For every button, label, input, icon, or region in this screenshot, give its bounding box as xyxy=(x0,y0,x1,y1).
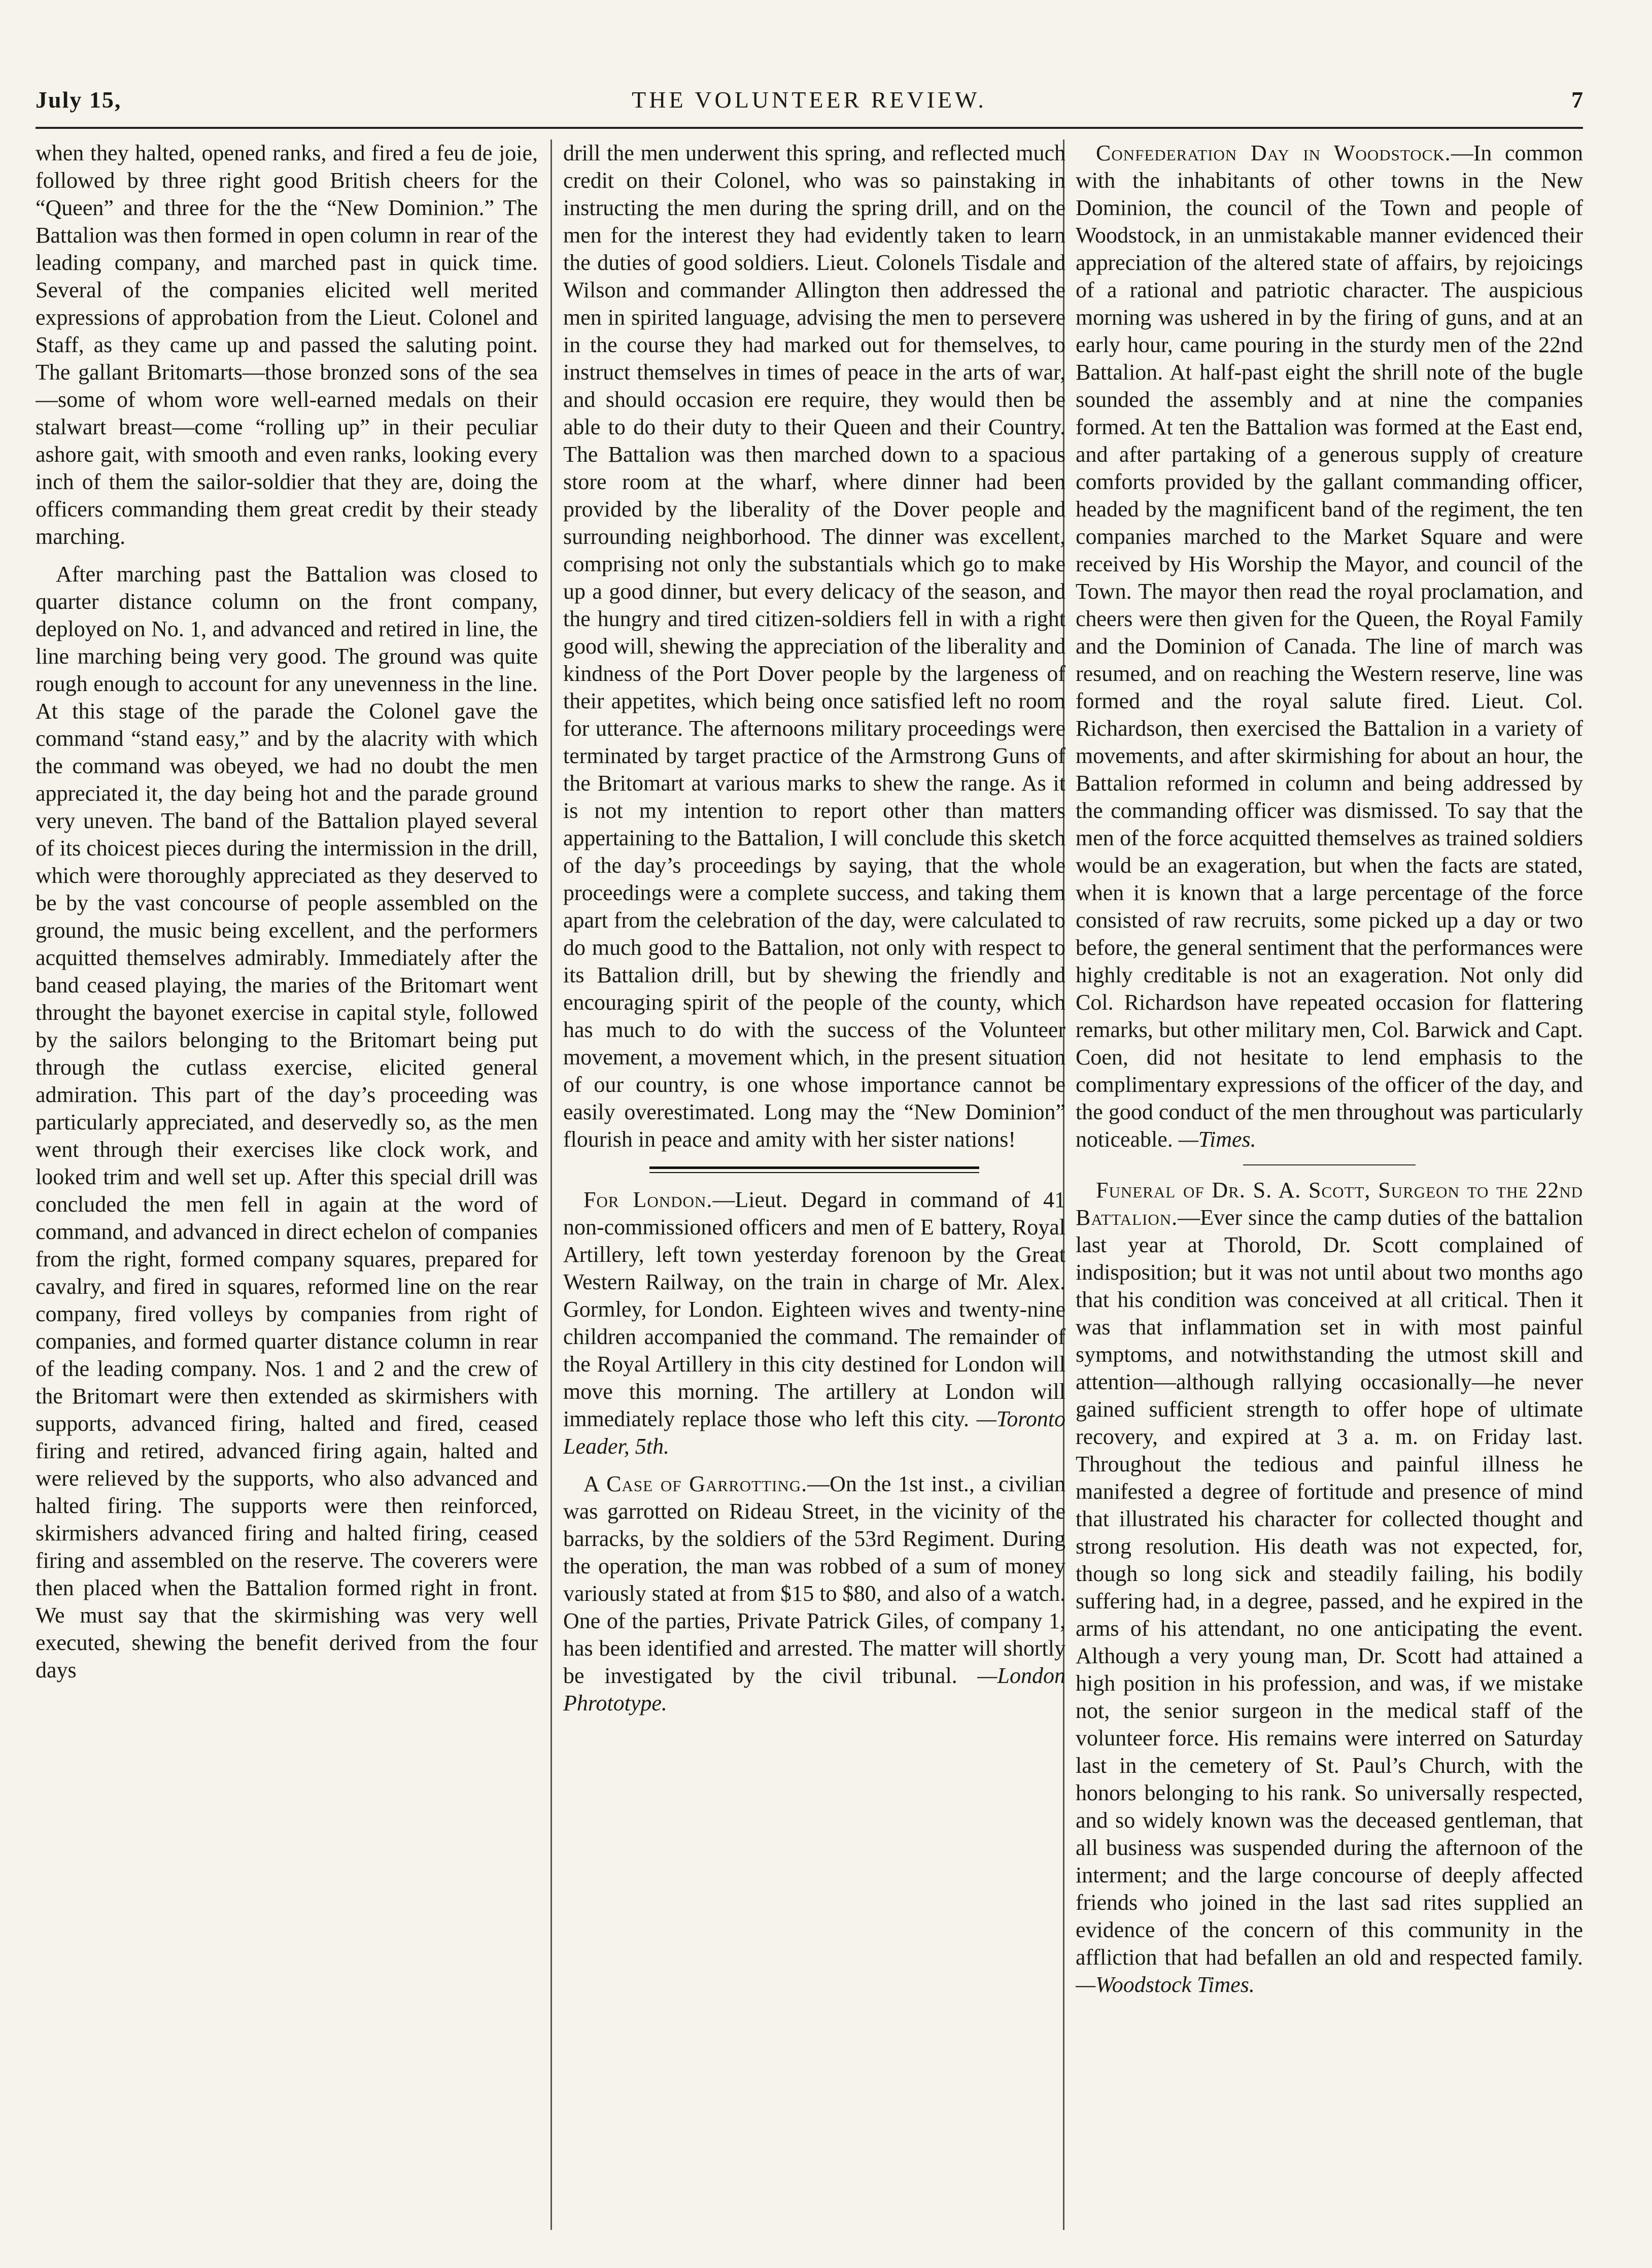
section-divider xyxy=(1243,1164,1416,1165)
news-item-confederation-day xyxy=(1076,140,1583,1153)
item-source: —Toronto Leader, 5th. xyxy=(563,1406,1065,1459)
item-body: —In common with the inhabitants of other towns in the New Dominion, the council of the Town and people of Woodstock, in an unmistakable manner evidenced their appreciation of the altered state of affairs, by rejoicings of a rational and patriotic character. The auspicious morning was ushered in by the firing of guns, and at an early hour, came pouring in the sturdy men of the 22nd Battalion. At half-past eight the shrill note of the bugle sounded the assembly and at nine the companies formed. At ten the Battalion was formed at the East end, and after partaking of a generous supply of creature comforts provided by the gallant commanding officer, headed by the magnificent band of the regiment, the ten companies marched to the Market Square and were received by His Worship the Mayor, and council of the Town. The mayor then read the royal proclamation, and cheers were then given for the Queen, the Royal Family and the Dominion of Canada. The line of march was resumed, and on reaching the Western reserve, line was formed and the royal salute fired. Lieut. Col. Richardson, then exercised the Battalion in a variety of movements, and after skirmishing for about an hour, the Battalion reformed in column and being addressed by the commanding officer was dismissed. To say that the men of the force acquitted themselves as trained soldiers would be an exageration, but when the facts are stated, when it is known that a large percentage of the force consisted of raw recruits, some picked up a day or two before, the general sentiment that the performances were highly creditable is not an exageration. Not only did Col. Richardson have repeated occasion for flattering remarks, but other military men, Col. Barwick and Capt. Coen, did not hesitate to lend emphasis to the complimentary expressions of the officer of the day, and the good conduct of the men throughout was particularly noticeable. xyxy=(1076,141,1583,1152)
item-body: —Lieut. Degard in command of 41 non-commissioned officers and men of E battery, Royal Artillery, left town yesterday forenoon by the Great Western Railway, on the train in charge of Mr. Alex. Gormley, for London. Eighteen wives and twenty-nine children accompanied the command. The remainder of the Royal Artillery in this city destined for London will move this morning. The artillery at London will immediately replace those who left this city. xyxy=(563,1187,1065,1431)
item-body: —On the 1st inst., a civilian was garrotted on Rideau Street, in the vicinity of the barracks, by the soldiers of the 53rd Regiment. During the operation, the man was robbed of a sum of money variously stated at from $15 to $80, and also of a watch. One of the parties, Private Patrick Giles, of company 1, has been identified and arrested. The matter will shortly be investigated by the civil tribunal. xyxy=(563,1471,1065,1688)
article-paragraph: when they halted, opened ranks, and fired a feu de joie, followed by three right good British cheers for the “Queen” and three for the the “New Dominion.” The Battalion was then formed in open column in rear of the leading company, and marched past in quick time. Several of the companies elicited well merited expressions of approbation from the Lieut. Colonel and Staff, as they came up and passed the saluting point. The gallant Britomarts—those bronzed sons of the sea—some of whom wore well-earned medals on their stalwart breast—come “rolling up” in their peculiar ashore gait, with smooth and even ranks, looking every inch of them the sailor-soldier that they are, doing the officers commanding them great credit by their steady marching. xyxy=(36,141,538,549)
headline: For London. xyxy=(583,1187,713,1212)
article-paragraph: drill the men underwent this spring, and reflected much credit on their Colonel, who was so painstaking in instructing the men during the spring drill, and on the men for the interest they had evidently taken to learn the duties of good soldiers. Lieut. Colonels Tisdale and Wilson and commander Allington then addressed the men in spirited language, advising the men to persevere in the course they had marked out for themselves, to instruct themselves in times of peace in the arts of war, and should occasion ere require, they would then be able to do their duty to their Queen and their Country. The Battalion was then marched down to a spacious store room at the wharf, where dinner had been provided by the liberality of the Dover people and surrounding neighborhood. The dinner was excellent, comprising not only the substantials which go to make up a good dinner, but every delicacy of the season, and the hungry and tired citizen-soldiers fell in with a right good will, shewing the appreciation of the liberality and kindness of the Port Dover people by the largeness of their appetites, which being once satisfied left no room for utterance. The afternoons military proceedings were terminated by target practice of the Armstrong Guns of the Britomart at various marks to shew the range. As it is not my intention to report other than matters appertaining to the Battalion, I will conclude this sketch of the day’s proceedings by saying, that the whole proceedings were a complete success, and taking them apart from the celebration of the day, were calculated to do much good to the Battalion, not only with respect to its Battalion drill, but by shewing the friendly and encouraging spirit of the people of the county, which has much to do with the success of the Volunteer movement, a movement which, in the present situation of our country, is one whose importance cannot be easily overestimated. Long may the “New Dominion” flourish in peace and amity with her sister nations! xyxy=(563,141,1065,1152)
header-rule xyxy=(36,127,1583,129)
section-divider xyxy=(649,1166,979,1169)
publication-title: THE VOLUNTEER REVIEW. xyxy=(632,87,987,113)
column-divider xyxy=(550,140,552,2230)
news-item-funeral xyxy=(1076,1177,1583,1999)
item-source: —London Phrototype. xyxy=(563,1663,1065,1715)
headline: Confederation Day in Woodstock. xyxy=(1096,141,1451,165)
news-item-garrotting xyxy=(563,1470,1065,1717)
column-2 xyxy=(563,140,1065,2230)
section-divider xyxy=(649,1172,979,1173)
masthead xyxy=(36,86,1583,132)
headline: Funeral of Dr. S. A. Scott, Surgeon to the 22nd Battalion. xyxy=(1076,1178,1583,1230)
column-1 xyxy=(36,140,538,2230)
issue-date: July 15, xyxy=(36,87,122,113)
item-source: —Times. xyxy=(1178,1127,1256,1152)
item-source: —Woodstock Times. xyxy=(1076,1972,1255,1997)
column-3 xyxy=(1076,140,1583,2230)
news-item-london xyxy=(563,1186,1065,1460)
headline: A Case of Garrotting. xyxy=(583,1471,808,1496)
article-paragraph: After marching past the Battalion was closed to quarter distance column on the front company, deployed on No. 1, and advanced and retired in line, the line marching being very good. The ground was quite rough enough to account for any unevenness in the line. At this stage of the parade the Colonel gave the command “stand easy,” and by the alacrity with which the command was obeyed, we had no doubt the men appreciated it, the day being hot and the parade ground very uneven. The band of the Battalion played several of its choicest pieces during the intermission in the drill, which were thoroughly appreciated as they deserved to be by the vast concourse of people assembled on the ground, the music being excellent, and the performers acquitted themselves admirably. Immediately after the band ceased playing, the maries of the Britomart went throught the bayonet exercise in capital style, followed by the sailors belonging to the Britomart being put through the cutlass exercise, elicited general admiration. This part of the day’s proceeding was particularly appreciated, and deservedly so, as the men went through their exercises like clock work, and looked trim and well set up. After this special drill was concluded the men fell in again at the word of command, and advanced in direct echelon of companies from the right, formed company squares, prepared for cavalry, and fired in squares, reformed line on the rear company, fired volleys by companies from right of companies, and formed quarter distance column in rear of the leading company. Nos. 1 and 2 and the crew of the Britomart were then extended as skirmishers with supports, advanced firing, halted and fired, ceased firing and retired, advanced firing again, halted and were relieved by the supports, who also advanced and halted firing. The supports were then reinforced, skirmishers advanced firing and halted firing, ceased firing and assembled on the reserve. The coverers were then placed when the Battalion formed right in front. We must say that the skirmishing was very well executed, shewing the benefit derived from the four days xyxy=(36,562,538,1682)
item-body: —Ever since the camp duties of the battalion last year at Thorold, Dr. Scott complained of indisposition; but it was not until about two months ago that his condition was conceived at all critical. Then it was that inflammation set in with most painful symptoms, and notwithstanding the utmost skill and attention—although rallying occasionally—he never gained sufficient strength to offer hope of ultimate recovery, and expired at 3 a. m. on Friday last. Throughout the tedious and painful illness he manifested a degree of fortitude and presence of mind that illustrated his character for collected thought and strong resolution. His death was not expected, for, though so long sick and steadily failing, his bodily suffering had, in a degree, passed, and he expired in the arms of his attendant, no one anticipating the event. Although a very young man, Dr. Scott had attained a high position in his profession, and was, if we mistake not, the senior surgeon in the medical staff of the volunteer force. His remains were interred on Saturday last in the cemetery of St. Paul’s Church, with the honors belonging to his rank. So universally respected, and so widely known was the deceased gentleman, that all business was suspended during the afternoon of the interment; and the large concourse of deeply affected friends who joined in the last sad rites supplied an evidence of the concern of this community in the affliction that had befallen an old and respected family. xyxy=(1076,1205,1583,1970)
page-number: 7 xyxy=(1571,87,1583,113)
